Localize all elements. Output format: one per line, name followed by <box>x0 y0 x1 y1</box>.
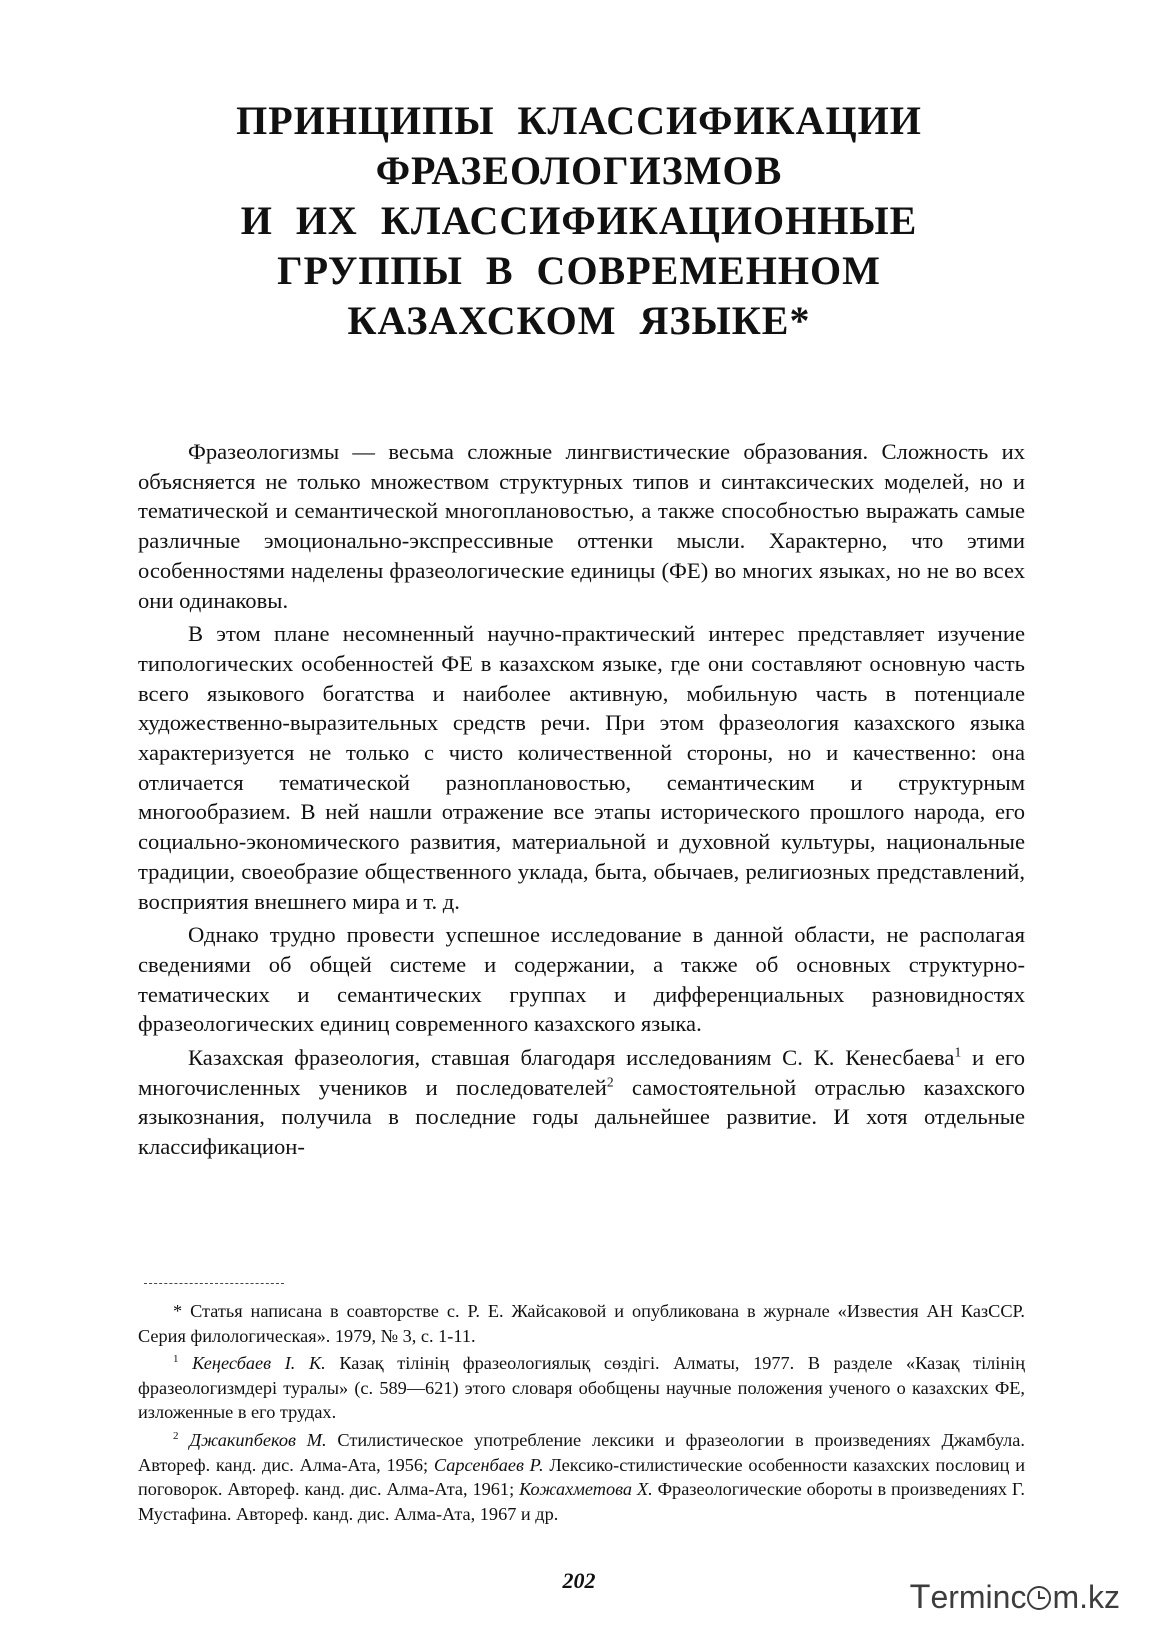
page-number: 202 <box>562 1568 596 1593</box>
footnote-text: Казақ тілінің фразеологиялық сөздігі. Алматы, 1977. В разделе «Казақ тілінің фразеологизмдері туралы» (с. 589—621) этого словаря обобщены научные положения ученого о казахских ФЕ, изложенные в его трудах. <box>138 1353 1025 1423</box>
footnote-author: Кожахметова Х. <box>519 1479 653 1500</box>
footnote-1 <box>138 1351 1025 1425</box>
watermark-text: m.kz <box>1052 1579 1120 1615</box>
footnote-author: Кеңесбаев І. К. <box>192 1353 326 1374</box>
footnote-2 <box>138 1428 1025 1526</box>
title-line: И ИХ КЛАССИФИКАЦИОННЫЕ <box>240 198 918 243</box>
title-line: КАЗАХСКОМ ЯЗЫКЕ* <box>347 298 811 343</box>
watermark-text: erminc <box>930 1579 1027 1615</box>
footnotes <box>138 1299 1025 1526</box>
paragraph-text: Казахская фразеология, ставшая благодаря исследованиям С. К. Кенесбаева <box>188 1045 955 1071</box>
body-paragraph <box>138 1043 1025 1162</box>
footnote-text: Фразеологические обороты в произведениях Г. Мустафина. Автореф. канд. дис. Алма-Ата, 1967 и др. <box>138 1479 1025 1524</box>
footnote-mark: * <box>173 1301 183 1321</box>
footnote-text: Статья написана в соавторстве с. Р. Е. Жайсаковой и опубликована в журнале «Известия АН КазССР. Серия филологическая». 1979, № 3, с. 1-11. <box>138 1301 1025 1346</box>
title-line: ФРАЗЕОЛОГИЗМОВ <box>375 148 783 193</box>
footnote-ref-1: 1 <box>954 1044 962 1060</box>
body-paragraph: Фразеологизмы — весьма сложные лингвистические образования. Сложность их объясняется не только множеством структурных типов и синтаксических моделей, но и тематической и семантической многоплановостью, а также способностью выражать самые различные эмоционально-экспрессивные оттенки мысли. Характерно, что этими особенностями наделены фразеологические единицы (ФЕ) во многих языках, но не во всех они одинаковы. <box>138 439 1025 613</box>
paragraph-text: самостоятельной отраслью казахского языкознания, получила в последние годы дальнейшее развитие. И хотя отдельные классификацион- <box>138 1074 1025 1160</box>
footnote-ref-2: 2 <box>606 1074 614 1090</box>
footnote-text: Лексико-стилистические особенности казахских пословиц и поговорок. Автореф. канд. дис. Алма-Ата, 1961; <box>138 1454 1025 1500</box>
article-title <box>150 96 1008 346</box>
body-paragraph: В этом плане несомненный научно-практический интерес представляет изучение типологических особенностей ФЕ в казахском языке, где они составляют основную часть всего языкового богатства и наиболее активную, мобильную часть в потенциале художественно-выразительных средств речи. При этом фразеология казахского языка характеризуется не только с чисто количественной стороны, но и качественно: она отличается тематической разноплановостью, семантическим и структурным многообразием. В ней нашли отражение все этапы исторического прошлого народа, его социально-экономического развития, материальной и духовной культуры, национальные традиции, своеобразие общественного уклада, быта, обычаев, религиозных представлений, восприятия внешнего мира и т. д. <box>138 621 1025 914</box>
site-watermark <box>910 1578 1120 1617</box>
article-body <box>138 437 1025 1162</box>
clock-icon <box>1027 1586 1051 1610</box>
footnote-mark: 2 <box>173 1429 179 1442</box>
footnote-author: Сарсенбаев Р. <box>433 1454 544 1475</box>
body-paragraph: Однако трудно провести успешное исследование в данной области, не располагая сведениями об общей системе и содержании, а также об основных структурно-тематических и семантических группах и дифференциальных разновидностях фразеологических единиц современного казахского языка. <box>138 922 1025 1037</box>
watermark-text: T <box>909 1578 931 1616</box>
footnote-author: Джакипбеков М. <box>189 1429 327 1450</box>
footnote-mark: 1 <box>173 1353 179 1366</box>
title-line: ПРИНЦИПЫ КЛАССИФИКАЦИИ <box>236 98 922 143</box>
paragraph-text: и его многочисленных учеников и последователей <box>138 1045 1025 1100</box>
footnote-star <box>138 1299 1025 1348</box>
footnote-text: Стилистическое употребление лексики и фразеологии в произведениях Джамбула. Автореф. канд. дис. Алма-Ата, 1956; <box>138 1429 1025 1475</box>
footnote-separator <box>144 1283 284 1284</box>
title-line: ГРУППЫ В СОВРЕМЕННОМ <box>277 248 881 293</box>
